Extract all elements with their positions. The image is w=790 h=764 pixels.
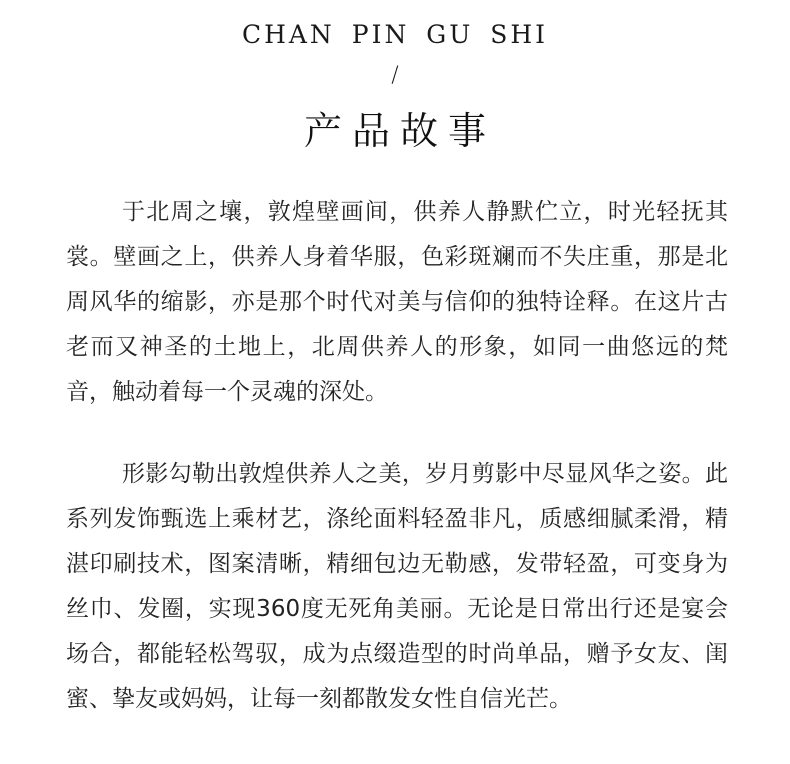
divider-slash: /: [391, 63, 399, 88]
pinyin-subtitle: CHAN PIN GU SHI: [241, 20, 549, 49]
page-title: 产品故事: [303, 109, 496, 153]
story-paragraph-1: 于北周之壤，敦煌壁画间，供养人静默伫立，时光轻抚其裳。壁画之上，供养人身着华服，色彩斑斓而不失庄重，那是北周风华的缩影，亦是那个时代对美与信仰的独特诠释。在这片古老而又神圣的土地上，北周供养人的形象，如同一曲悠远的梵音，触动着每一个灵魂的深处。: [66, 199, 728, 405]
story-paragraph-2: 形影勾勒出敦煌供养人之美，岁月剪影中尽显风华之姿。此系列发饰甄选上乘材艺，涤纶面料轻盈非凡，质感细腻柔滑，精湛印刷技术，图案清晰，精细包边无勒感，发带轻盈，可变身为丝巾、发圈，实现360度无死角美丽。无论是日常出行还是宴会场合，都能轻松驾驭，成为点缀造型的时尚单品，赠予女友、闺蜜、挚友或妈妈，让每一刻都散发女性自信光芒。: [66, 461, 728, 712]
